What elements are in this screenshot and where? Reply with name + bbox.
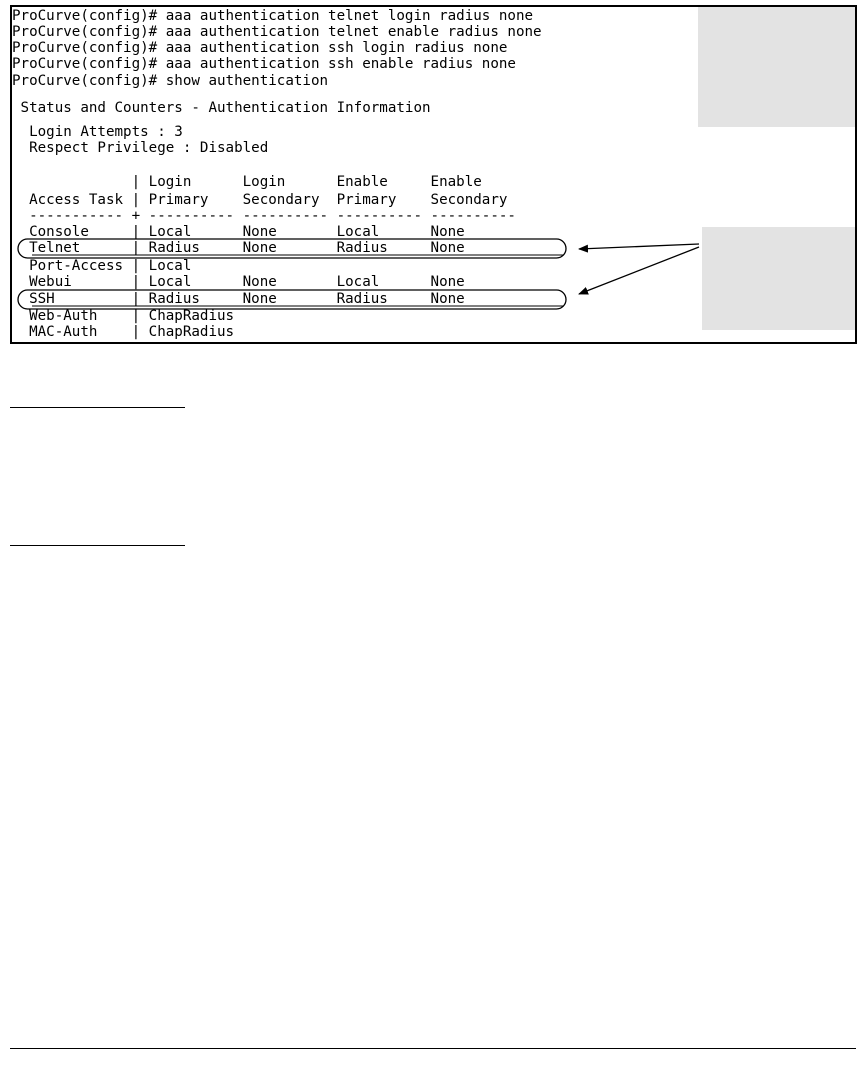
callout-arrow-to-telnet [579, 244, 699, 249]
command-line-1: ProCurve(config)# aaa authentication telnet login radius none [12, 8, 534, 24]
command-line-4: ProCurve(config)# aaa authentication ssh enable radius none [12, 56, 516, 72]
section-rule-2 [10, 545, 185, 546]
callout-box-top [698, 7, 855, 127]
table-row-webui: Webui | Local None Local None [12, 274, 465, 290]
login-attempts: Login Attempts : 3 [12, 124, 183, 140]
terminal-output-panel [10, 5, 857, 344]
table-header-row-1: | Login Login Enable Enable [12, 174, 482, 190]
section-rule-1 [10, 407, 185, 408]
table-row-ssh: SSH | Radius None Radius None [12, 291, 465, 307]
table-separator: ----------- + ---------- ---------- ---------- ---------- [12, 208, 516, 224]
table-row-mac-auth: MAC-Auth | ChapRadius [12, 324, 235, 340]
table-row-port-access: Port-Access | Local [12, 258, 192, 274]
page-bottom-rule [10, 1048, 856, 1049]
status-title: Status and Counters - Authentication Information [12, 100, 431, 116]
command-line-3: ProCurve(config)# aaa authentication ssh login radius none [12, 40, 508, 56]
table-row-web-auth: Web-Auth | ChapRadius [12, 308, 235, 324]
callout-arrow-to-ssh [579, 247, 699, 294]
command-line-2: ProCurve(config)# aaa authentication telnet enable radius none [12, 24, 542, 40]
table-row-telnet: Telnet | Radius None Radius None [12, 240, 465, 256]
respect-privilege: Respect Privilege : Disabled [12, 140, 269, 156]
callout-box-middle [702, 227, 855, 330]
table-header-row-2: Access Task | Primary Secondary Primary Secondary [12, 192, 508, 208]
table-row-console: Console | Local None Local None [12, 224, 465, 240]
command-line-5: ProCurve(config)# show authentication [12, 73, 329, 89]
